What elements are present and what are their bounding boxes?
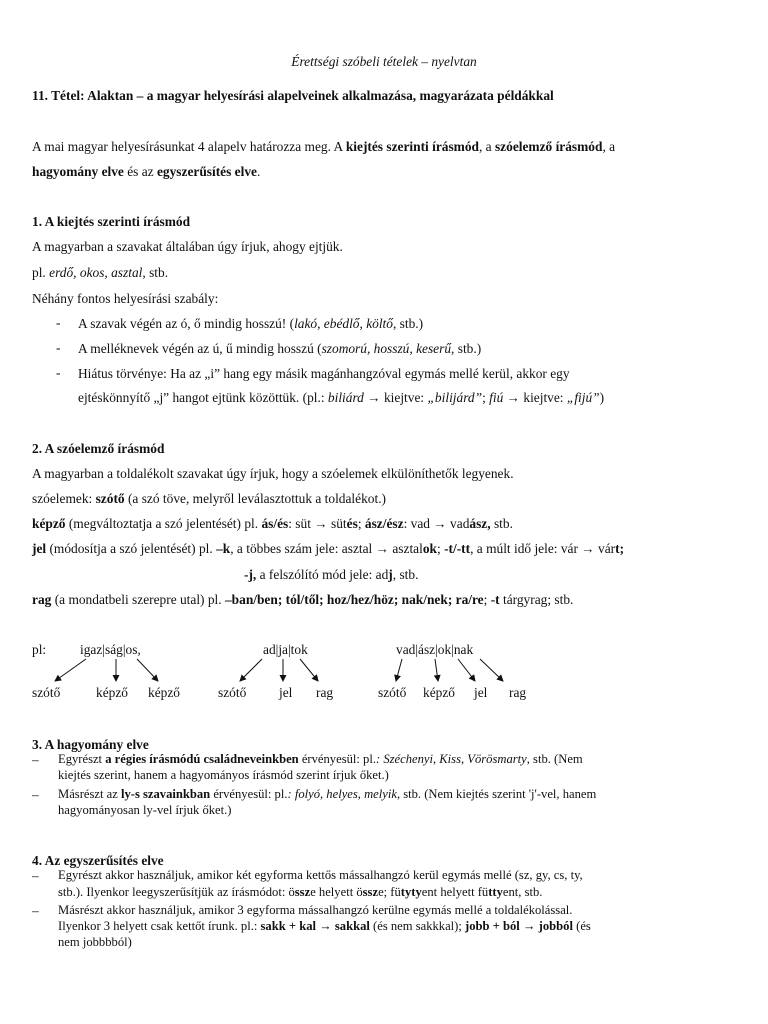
label-kepzo-3: képző (423, 685, 455, 700)
kepzo-line: képző (megváltoztatja a szó jelentését) pl. ás/és: süt → sütés; ász/ész: vad → vadász, stb. (32, 516, 513, 531)
bullet-dash: – (32, 752, 39, 767)
s4-item-2-line-1: Másrészt akkor használjuk, amikor 3 egyforma mássalhangzó kerülne egymás mellé a toldalékolással. (58, 903, 573, 917)
page-title: 11. Tétel: Alaktan – a magyar helyesírási alapelveinek alkalmazása, magyarázata példákkal (32, 88, 554, 103)
arrow (396, 659, 402, 681)
s4-item-2-line-2: Ilyenkor 3 helyett csak kettőt írunk. pl.: sakk + kal → sakkal (és nem sakkkal); jobb + ból → jobból (és (58, 919, 591, 933)
label-szoto-1: szótő (32, 685, 61, 700)
diagram-word-3: vad|ász|ok|nak (396, 642, 474, 657)
label-kepzo-2: képző (148, 685, 180, 700)
arrow (55, 659, 86, 681)
arrow (458, 659, 475, 681)
section-1-example: pl. erdő, okos, asztal, stb. (32, 265, 169, 280)
label-rag-1: rag (316, 685, 334, 700)
rule-2: A melléknevek végén az ú, ű mindig hosszú (szomorú, hosszú, keserű, stb.) (78, 341, 482, 356)
diagram-word-1: igaz|ság|os, (80, 642, 141, 657)
arrow (435, 659, 438, 681)
bullet-dash: – (32, 903, 39, 918)
s3-item-2-line-1: Másrészt az ly-s szavainkban érvényesül: pl.: folyó, helyes, melyik, stb. (Nem kiejtés szerint 'j'-vel, hanem (58, 787, 597, 801)
rule-1: A szavak végén az ó, ő mindig hosszú! (lakó, ebédlő, költő, stb.) (78, 316, 424, 331)
intro-line-1: A mai magyar helyesírásunkat 4 alapelv határozza meg. A kiejtés szerinti írásmód, a szóelemző írásmód, a (32, 139, 616, 154)
s4-item-1-line-2: stb.). Ilyenkor leegyszerűsítjük az írásmódot: össze helyett össze; fütytyent helyett füttyent, stb. (58, 885, 543, 899)
label-rag-2: rag (509, 685, 527, 700)
bullet-dash: - (56, 315, 61, 330)
section-1-heading: 1. A kiejtés szerinti írásmód (32, 214, 191, 229)
s4-item-2-line-3: nem jobbbból) (58, 935, 132, 949)
label-szoto-2: szótő (218, 685, 247, 700)
rule-3-line-2: ejtéskönnyítő „j” hangot ejtünk közöttük. (pl.: biliárd → kiejtve: „bilijárd”; fiú → kiejtve: „fijú”) (78, 390, 605, 405)
rag-line: rag (a mondatbeli szerepre utal) pl. –ban/ben; tól/től; hoz/hez/höz; nak/nek; ra/re; -t tárgyrag; stb. (32, 592, 574, 607)
s4-item-1-line-1: Egyrészt akkor használjuk, amikor két egyforma kettős mássalhangzó kerül egymás mellé (sz, gy, cs, ty, (58, 868, 583, 882)
section-1-text: A magyarban a szavakat általában úgy írjuk, ahogy ejtjük. (32, 239, 343, 254)
section-3-heading: 3. A hagyomány elve (32, 737, 149, 752)
diagram-arrows (0, 640, 768, 690)
arrow (480, 659, 503, 681)
arrow (240, 659, 262, 681)
section-2-text: A magyarban a toldalékolt szavakat úgy írjuk, hogy a szóelemek elkülöníthetők legyenek. (32, 466, 514, 481)
intro-line-2: hagyomány elve és az egyszerűsítés elve. (32, 164, 261, 179)
label-kepzo-1: képző (96, 685, 128, 700)
label-szoto-3: szótő (378, 685, 407, 700)
bullet-dash: - (56, 365, 61, 380)
s3-item-1-line-1: Egyrészt a régies írásmódú családneveinkben érvényesül: pl.: Széchenyi, Kiss, Vörösmarty, stb. (Nem (58, 752, 583, 766)
bullet-dash: – (32, 868, 39, 883)
label-jel-1: jel (279, 685, 293, 700)
s3-item-1-line-2: kiejtés szerint, hanem a hagyományos írásmód szerint írjuk őket.) (58, 768, 389, 782)
section-4-heading: 4. Az egyszerűsítés elve (32, 853, 164, 868)
bullet-dash: - (56, 340, 61, 355)
label-jel-2: jel (474, 685, 488, 700)
jel-line-2: -j, a felszólító mód jele: adj, stb. (244, 567, 419, 582)
szoelemek-line: szóelemek: szótő (a szó töve, melyről leválasztottuk a toldalékot.) (32, 491, 387, 506)
rule-3-line-1: Hiátus törvénye: Ha az „i” hang egy másik magánhangzóval egymás mellé kerül, akkor egy (78, 366, 570, 381)
jel-line: jel (módosítja a szó jelentését) pl. –k, a többes szám jele: asztal → asztalok; -t/-tt, a múlt idő jele: vár → várt; (32, 541, 625, 556)
bullet-dash: – (32, 787, 39, 802)
diagram-word-2: ad|ja|tok (263, 642, 308, 657)
diagram-pl: pl: (32, 642, 47, 657)
s3-item-2-line-2: hagyományosan ly-vel írjuk őket.) (58, 803, 232, 817)
page-header: Érettségi szóbeli tételek – nyelvtan (291, 54, 477, 69)
arrow (300, 659, 318, 681)
section-1-rules-intro: Néhány fontos helyesírási szabály: (32, 291, 219, 306)
arrow (137, 659, 158, 681)
section-2-heading: 2. A szóelemző írásmód (32, 441, 165, 456)
